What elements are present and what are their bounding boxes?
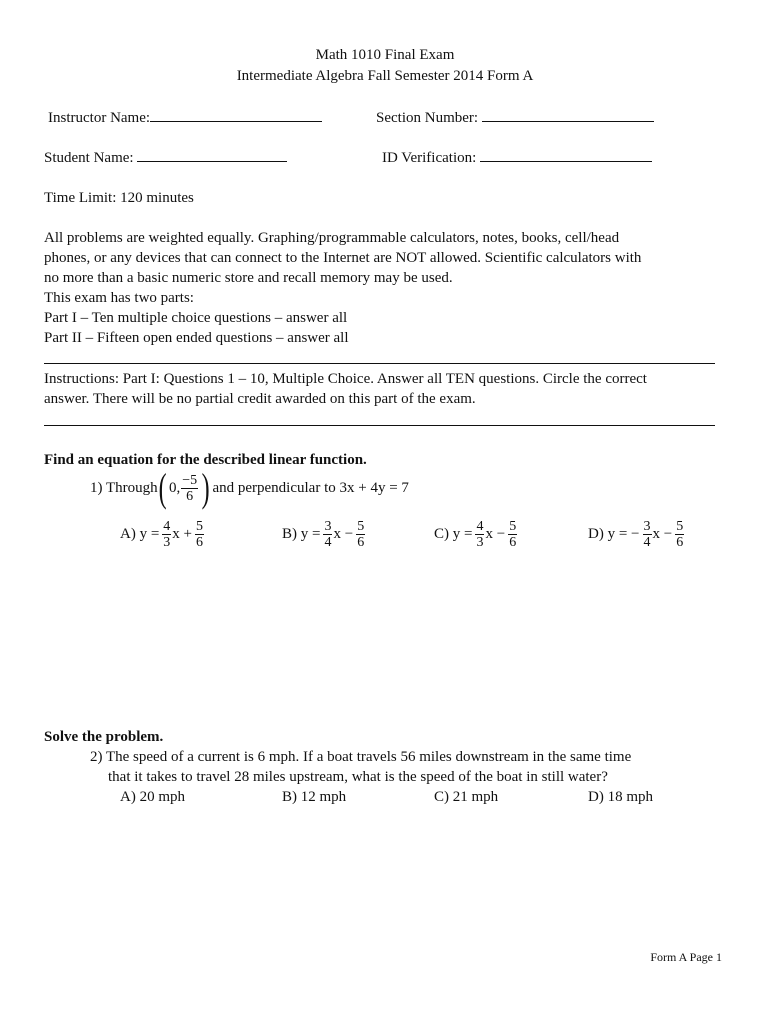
option-label: C) y =: [434, 525, 473, 542]
exam-title: Math 1010 Final Exam: [315, 47, 455, 63]
id-blank[interactable]: [480, 149, 652, 162]
q1-option-b[interactable]: [282, 512, 366, 556]
option-mid: x −: [333, 525, 354, 542]
numerator: 5: [196, 518, 204, 534]
numerator: 5: [676, 518, 684, 534]
q1-option-a[interactable]: [120, 512, 205, 556]
q2-option-d[interactable]: D) 18 mph: [588, 789, 653, 805]
q2-option-c[interactable]: C) 21 mph: [434, 789, 499, 805]
option-mid: x −: [652, 525, 673, 542]
instructions-line: Instructions: Part I: Questions 1 – 10, Multiple Choice. Answer all TEN questions. Circle the correct: [44, 371, 647, 387]
id-field: [382, 149, 652, 167]
numerator: 4: [476, 518, 484, 534]
fraction: [508, 519, 517, 550]
q2-option-a[interactable]: A) 20 mph: [120, 789, 185, 805]
left-paren: (: [158, 465, 167, 510]
denominator: 6: [509, 534, 517, 550]
option-label: A) y =: [120, 525, 160, 542]
q2-text-line: 2) The speed of a current is 6 mph. If a boat travels 56 miles downstream in the same time: [90, 749, 632, 765]
divider: [44, 363, 715, 364]
section-blank[interactable]: [482, 109, 654, 122]
q1-point-y-den: 6: [186, 488, 194, 504]
q1-suffix: and perpendicular to 3x + 4y = 7: [212, 479, 409, 496]
section-label: Section Number:: [376, 110, 479, 126]
rules-line: This exam has two parts:: [44, 290, 194, 306]
fraction: [475, 519, 484, 550]
student-blank[interactable]: [137, 149, 287, 162]
q1-point-y-num: −5: [182, 472, 198, 488]
divider: [44, 425, 715, 426]
student-label: Student Name:: [44, 150, 134, 166]
fraction: [643, 519, 652, 550]
q1-point-x: 0,: [168, 479, 181, 496]
fraction: [675, 519, 684, 550]
page-footer: Form A Page 1: [650, 950, 722, 964]
numerator: 5: [357, 518, 365, 534]
denominator: 4: [643, 534, 651, 550]
exam-subtitle: Intermediate Algebra Fall Semester 2014 Form A: [236, 68, 534, 84]
section-heading: Find an equation for the described linear function.: [44, 452, 367, 468]
option-label: B) y =: [282, 525, 321, 542]
rules-line: Part II – Fifteen open ended questions – answer all: [44, 330, 349, 346]
denominator: 6: [676, 534, 684, 550]
denominator: 6: [196, 534, 204, 550]
fraction: [323, 519, 332, 550]
q2-option-b[interactable]: B) 12 mph: [282, 789, 347, 805]
rules-line: no more than a basic numeric store and recall memory may be used.: [44, 270, 453, 286]
question-1: [90, 466, 409, 510]
instructor-field: [48, 109, 322, 127]
instructor-label: Instructor Name:: [48, 110, 151, 126]
right-paren: ): [201, 465, 210, 510]
q2-text-line: that it takes to travel 28 miles upstream, what is the speed of the boat in still water?: [108, 769, 608, 785]
id-label: ID Verification:: [382, 150, 477, 166]
q1-option-c[interactable]: [434, 512, 518, 556]
q1-point-y-fraction: [181, 473, 198, 504]
numerator: 3: [643, 518, 651, 534]
fraction: [356, 519, 365, 550]
denominator: 4: [324, 534, 332, 550]
q1-prefix: 1) Through: [90, 479, 158, 496]
option-mid: x −: [485, 525, 506, 542]
option-mid: x +: [172, 525, 193, 542]
numerator: 5: [509, 518, 517, 534]
denominator: 3: [163, 534, 171, 550]
fraction: [195, 519, 204, 550]
rules-line: phones, or any devices that can connect to the Internet are NOT allowed. Scientific calculators with: [44, 250, 642, 266]
instructor-blank[interactable]: [150, 109, 322, 122]
student-field: [44, 149, 287, 167]
q1-option-d[interactable]: [588, 512, 685, 556]
instructions-line: answer. There will be no partial credit awarded on this part of the exam.: [44, 391, 476, 407]
denominator: 6: [357, 534, 365, 550]
rules-line: All problems are weighted equally. Graphing/programmable calculators, notes, books, cell/head: [44, 230, 620, 246]
section-field: [376, 109, 654, 127]
time-limit: Time Limit: 120 minutes: [44, 190, 194, 206]
numerator: 3: [324, 518, 332, 534]
denominator: 3: [476, 534, 484, 550]
numerator: 4: [163, 518, 171, 534]
fraction: [162, 519, 171, 550]
rules-line: Part I – Ten multiple choice questions – answer all: [44, 310, 348, 326]
option-label: D) y = −: [588, 525, 640, 542]
section-heading: Solve the problem.: [44, 729, 164, 745]
